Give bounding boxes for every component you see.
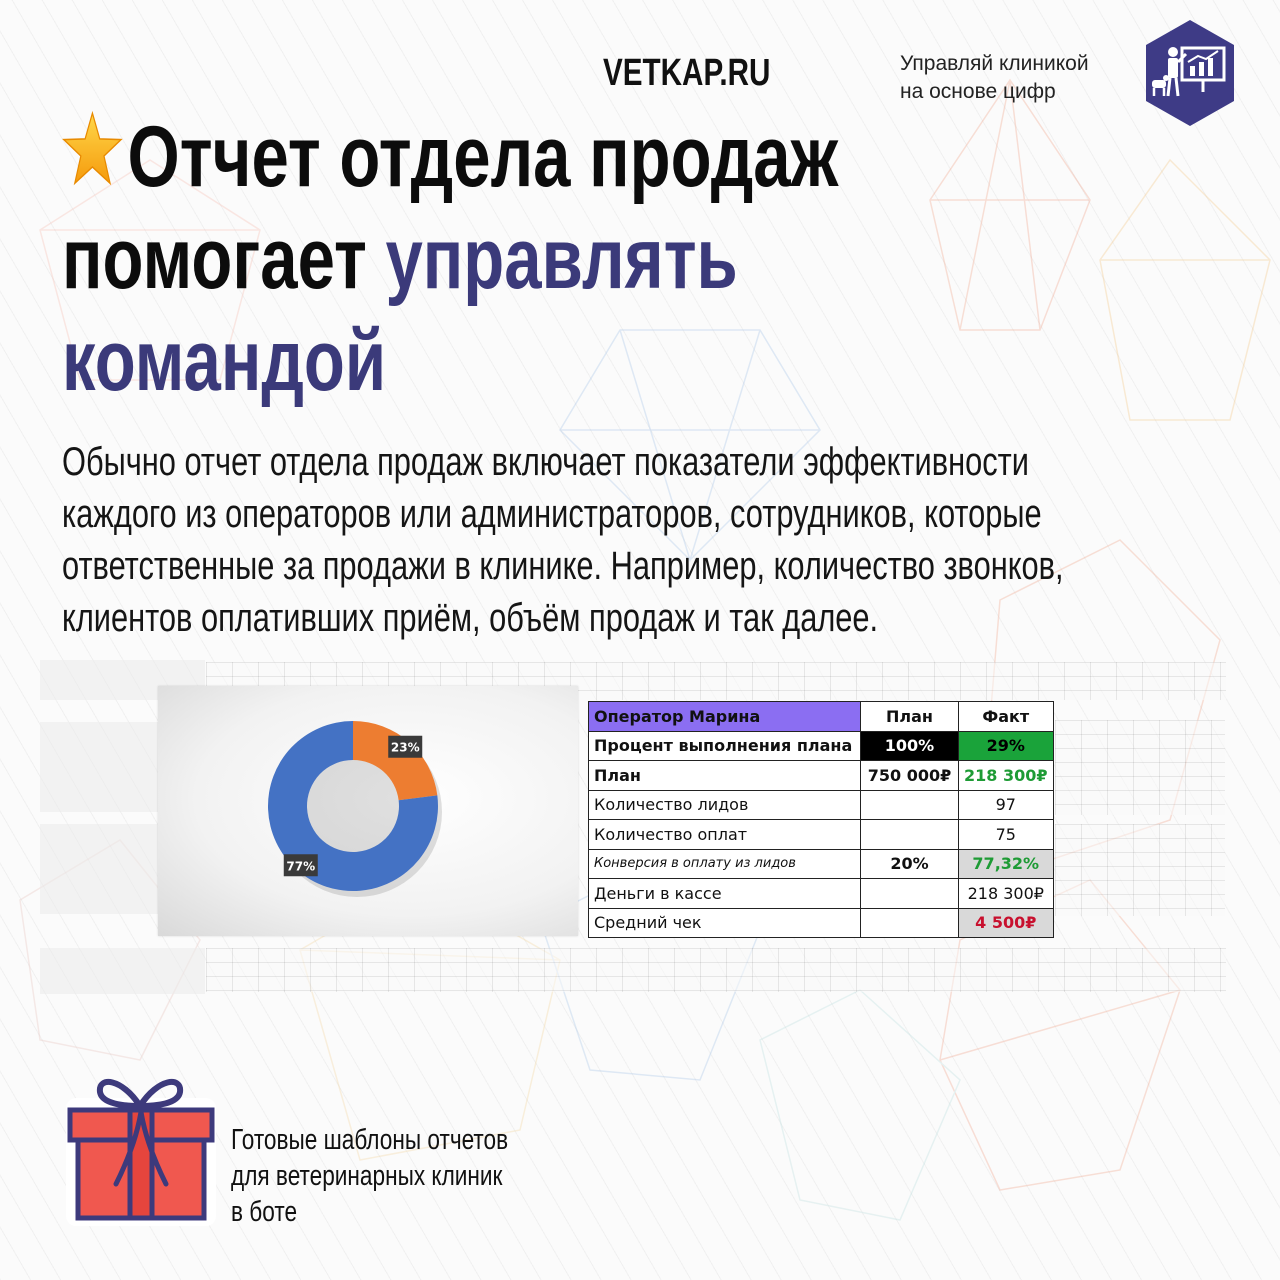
description-line2: каждого из операторов или администраторов, сотрудников, которые — [62, 492, 1042, 536]
ghost-thumbnail — [40, 948, 205, 994]
row-plan — [861, 908, 959, 938]
row-plan — [861, 879, 959, 909]
headline — [62, 106, 998, 412]
table-row — [589, 879, 1054, 909]
table-row — [589, 761, 1054, 791]
slogan — [900, 50, 1130, 106]
headline-line1 — [62, 106, 998, 208]
header-plan: План — [861, 702, 959, 732]
row-fact: 29% — [959, 731, 1054, 761]
header-operator: Оператор Марина — [589, 702, 861, 732]
donut-label — [388, 736, 422, 758]
row-fact: 218 300₽ — [959, 761, 1054, 791]
donut-label-text: 77% — [286, 859, 316, 874]
table-row — [589, 731, 1054, 761]
row-label: Конверсия в оплату из лидов — [589, 849, 861, 879]
row-label: Количество лидов — [589, 790, 861, 820]
row-plan: 100% — [861, 731, 959, 761]
star-icon — [62, 110, 123, 188]
row-label: Количество оплат — [589, 820, 861, 850]
donut-chart-panel — [158, 686, 578, 936]
row-fact: 77,32% — [959, 849, 1054, 879]
headline-text-accent: управлять — [385, 211, 738, 307]
row-label: Процент выполнения плана — [589, 731, 861, 761]
slogan-line1: Управляй клиникой — [900, 52, 1089, 75]
ghost-spreadsheet — [206, 948, 1226, 992]
bot-promo-text[interactable] — [231, 1122, 543, 1230]
row-plan — [861, 820, 959, 850]
row-label: Деньги в кассе — [589, 879, 861, 909]
bot-promo-line1: Готовые шаблоны отчетов — [231, 1124, 509, 1156]
description-line4: клиентов оплативших приём, объём продаж и так далее. — [62, 596, 879, 640]
row-plan — [861, 790, 959, 820]
gift-icon[interactable] — [62, 1072, 220, 1228]
donut-chart — [158, 686, 578, 936]
row-label: Средний чек — [589, 908, 861, 938]
table-header-row — [589, 702, 1054, 732]
headline-text-plain: помогает — [62, 211, 386, 307]
table-row — [589, 820, 1054, 850]
row-label: План — [589, 761, 861, 791]
headline-line2 — [62, 208, 998, 310]
table-row — [589, 908, 1054, 938]
ghost-spreadsheet — [1055, 720, 1225, 815]
row-fact: 75 — [959, 820, 1054, 850]
description-text — [62, 436, 1125, 644]
kpi-table — [588, 701, 1054, 938]
donut-label-text: 23% — [390, 740, 420, 755]
header-fact: Факт — [959, 702, 1054, 732]
table-row — [589, 849, 1054, 879]
ghost-spreadsheet — [1055, 824, 1225, 916]
table-row — [589, 790, 1054, 820]
ghost-thumbnail — [40, 824, 160, 914]
donut-label — [284, 854, 318, 876]
description-line1: Обычно отчет отдела продаж включает показатели эффективности — [62, 440, 1029, 484]
description-line3: ответственные за продажи в клинике. Например, количество звонков, — [62, 544, 1064, 588]
logo-icon[interactable] — [1142, 18, 1238, 128]
row-fact: 97 — [959, 790, 1054, 820]
bot-promo-line2: для ветеринарных клиник — [231, 1160, 503, 1192]
slogan-line2: на основе цифр — [900, 80, 1056, 103]
row-fact: 4 500₽ — [959, 908, 1054, 938]
headline-text-line1: Отчет отдела продаж — [127, 109, 839, 205]
row-plan: 750 000₽ — [861, 761, 959, 791]
row-plan: 20% — [861, 849, 959, 879]
ghost-thumbnail — [40, 722, 160, 812]
headline-line3: командой — [62, 313, 387, 409]
bot-promo-line3: в боте — [231, 1196, 298, 1228]
row-fact: 218 300₽ — [959, 879, 1054, 909]
site-url[interactable]: VETKAP.RU — [603, 52, 771, 94]
